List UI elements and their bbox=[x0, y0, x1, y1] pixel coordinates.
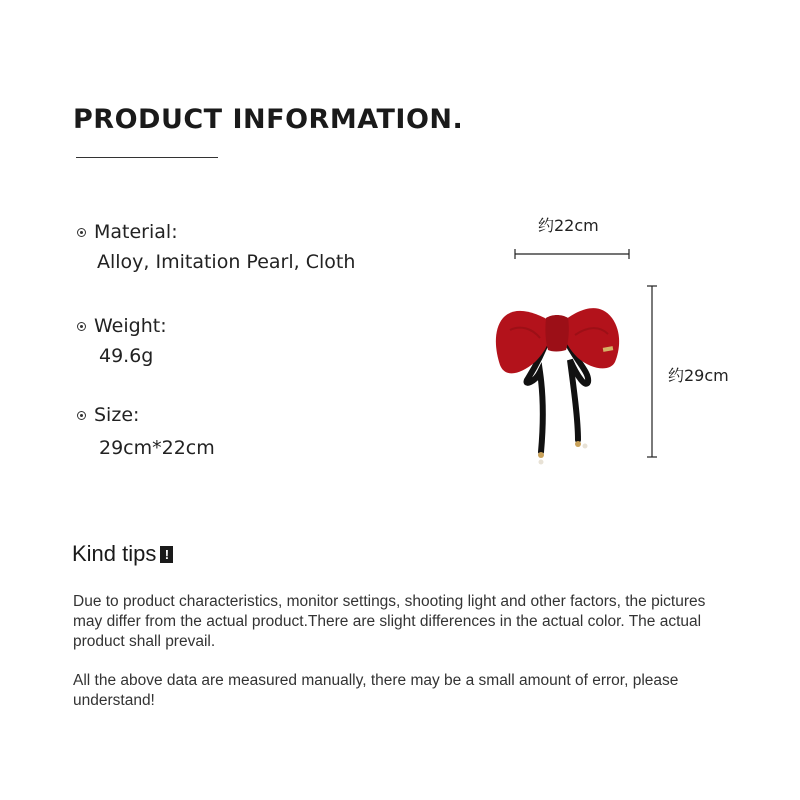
spec-size-value: 29cm*22cm bbox=[99, 437, 215, 459]
width-dimension-label: 约22cm bbox=[538, 216, 599, 235]
exclamation-icon: ! bbox=[160, 546, 173, 563]
height-dimension-label: 约29cm bbox=[668, 366, 729, 385]
kind-tips-title: Kind tips bbox=[72, 541, 157, 566]
spec-weight-label bbox=[77, 315, 167, 337]
circle-dot-icon bbox=[77, 411, 86, 420]
spec-material-label bbox=[77, 221, 178, 243]
title-divider bbox=[76, 157, 218, 158]
circle-dot-icon bbox=[77, 228, 86, 237]
width-dimension-line bbox=[515, 249, 629, 259]
tips-paragraph-2: All the above data are measured manually, there may be a small amount of error, please understand! bbox=[73, 672, 679, 709]
bow-image bbox=[496, 308, 619, 464]
spec-weight-label-text: Weight: bbox=[94, 315, 167, 337]
page-title: PRODUCT INFORMATION. bbox=[73, 104, 464, 135]
spec-size-label bbox=[77, 404, 139, 426]
tips-paragraph-1: Due to product characteristics, monitor settings, shooting light and other factors, the pictures may differ from the actual product.There are slight differences in the actual color. The actual product shall prevail. bbox=[73, 593, 706, 650]
spec-weight-value: 49.6g bbox=[99, 345, 154, 367]
spec-material-value: Alloy, Imitation Pearl, Cloth bbox=[97, 251, 356, 273]
spec-material-label-text: Material: bbox=[94, 221, 178, 243]
kind-tips-heading bbox=[72, 541, 173, 567]
height-dimension-line bbox=[647, 286, 657, 457]
spec-size-label-text: Size: bbox=[94, 404, 140, 426]
circle-dot-icon bbox=[77, 322, 86, 331]
